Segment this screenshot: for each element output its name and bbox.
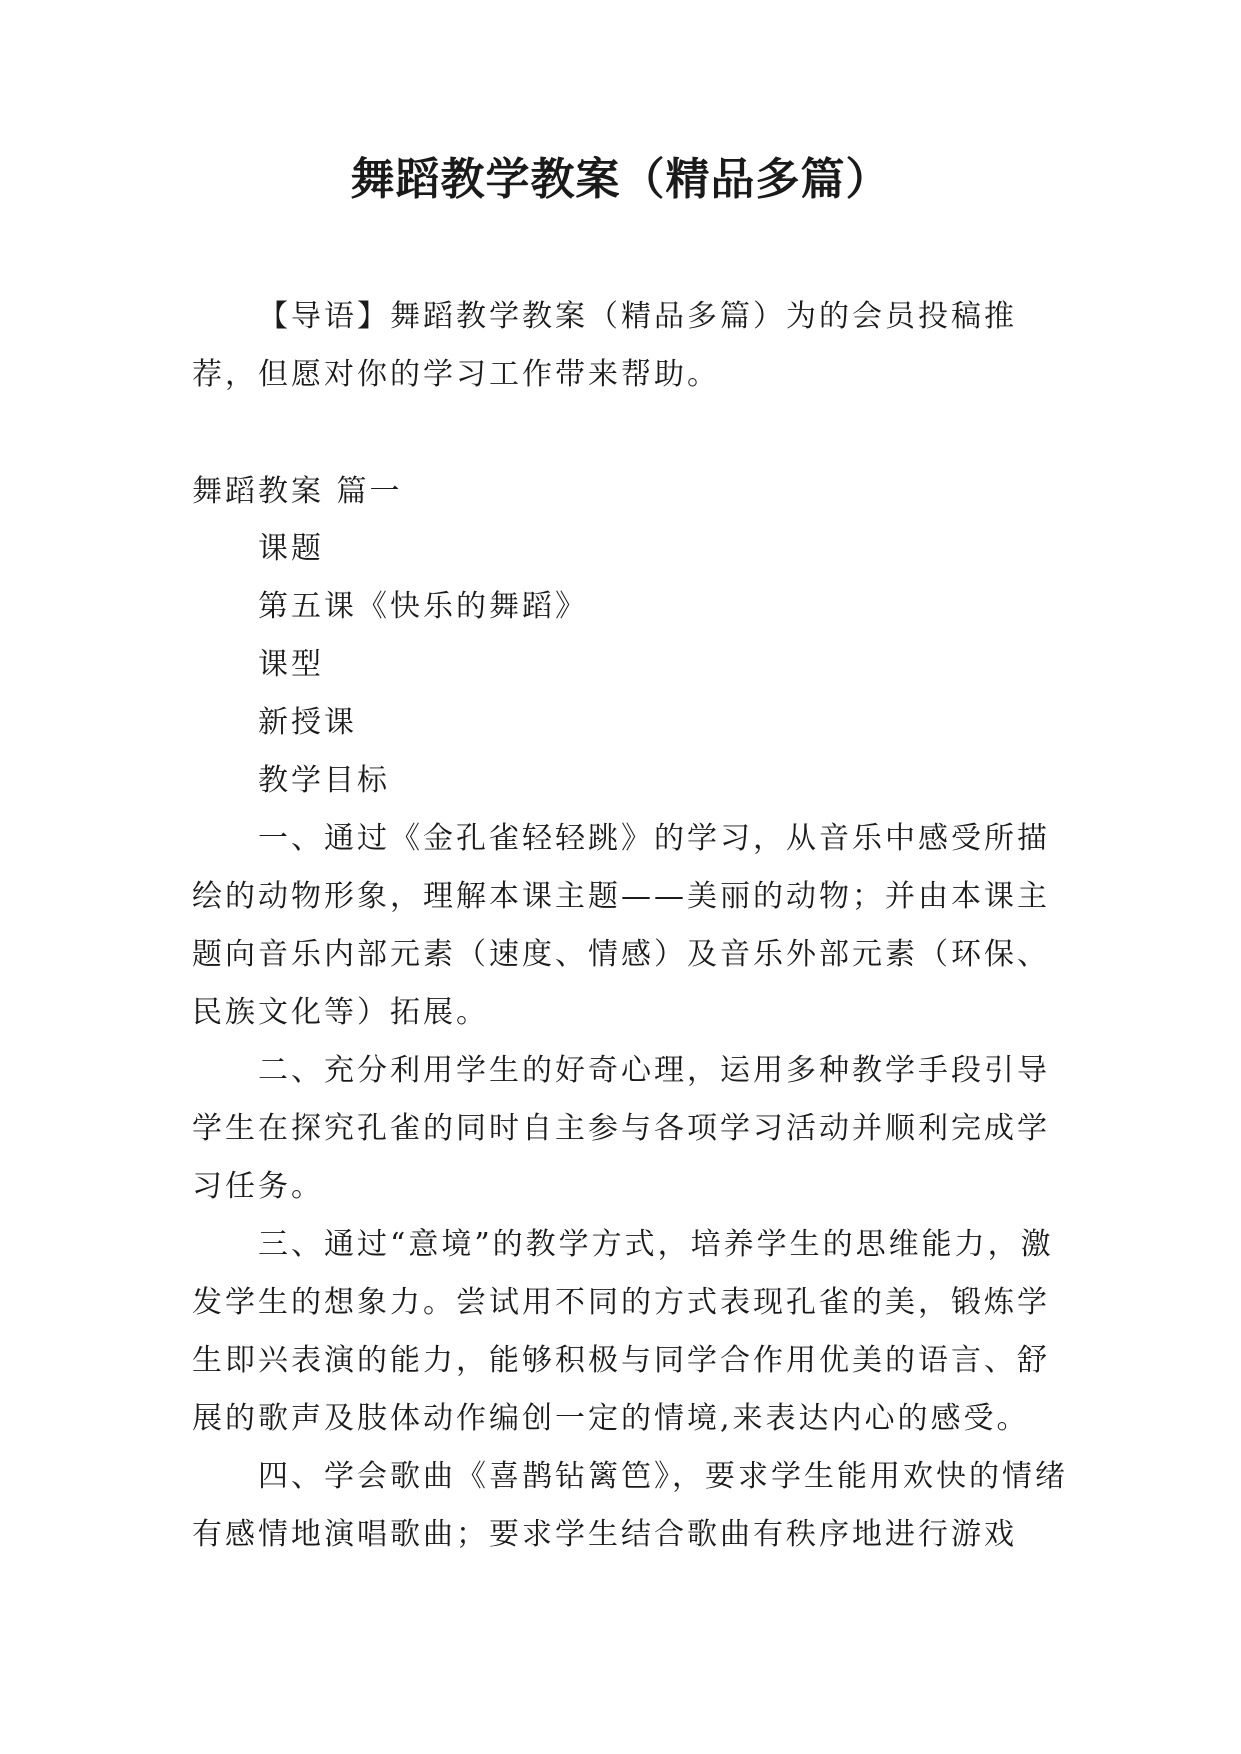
intro-paragraph: 【导语】舞蹈教学教案（精品多篇）为的会员投稿推荐，但愿对你的学习工作带来帮助。 bbox=[192, 299, 1017, 392]
objective-paragraph-2: 二、充分利用学生的好奇心理，运用多种教学手段引导学生在探究孔雀的同时自主参与各项学习活动并顺利完成学习任务。 bbox=[192, 1053, 1050, 1204]
item-lesson-type-label: 课型 bbox=[258, 647, 324, 682]
objective-paragraph-3: 三、通过“意境”的教学方式，培养学生的思维能力，激发学生的想象力。尝试用不同的方式表现孔雀的美，锻炼学生即兴表演的能力，能够积极与同学合作用优美的语言、舒展的歌声及肢体动作编创一定的情境,来表达内心的感受。 bbox=[192, 1227, 1054, 1436]
objective-paragraph-1: 一、通过《金孔雀轻轻跳》的学习，从音乐中感受所描绘的动物形象，理解本课主题——美丽的动物；并由本课主题向音乐内部元素（速度、情感）及音乐外部元素（环保、民族文化等）拓展。 bbox=[192, 821, 1050, 1030]
section-heading: 舞蹈教案 篇一 bbox=[192, 474, 403, 509]
item-lesson-type: 新授课 bbox=[258, 705, 357, 740]
section-content bbox=[192, 520, 1072, 1564]
item-lesson-title-label: 课题 bbox=[258, 531, 324, 566]
document-title: 舞蹈教学教案（精品多篇） bbox=[350, 154, 891, 205]
item-lesson-title: 第五课《快乐的舞蹈》 bbox=[258, 589, 588, 624]
item-objectives-label: 教学目标 bbox=[258, 763, 390, 798]
objective-paragraph-4: 四、学会歌曲《喜鹊钻篱笆》，要求学生能用欢快的情绪有感情地演唱歌曲；要求学生结合歌曲有秩序地进行游戏 bbox=[192, 1459, 1068, 1552]
